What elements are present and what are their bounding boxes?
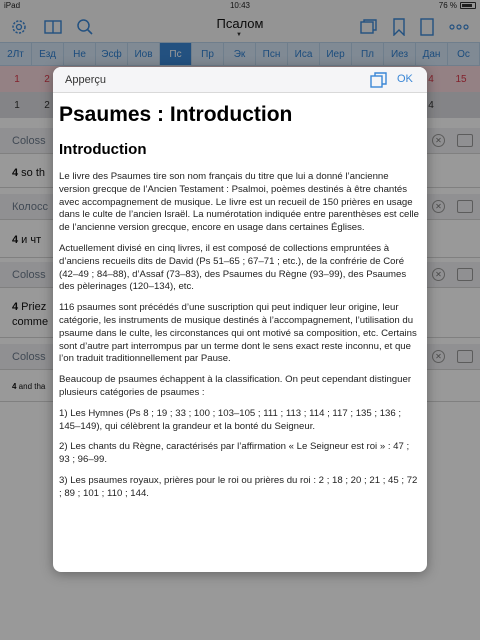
verse-cell[interactable]: 1: [14, 99, 20, 111]
clock: 10:43: [229, 1, 251, 10]
article-subheading: Introduction: [59, 141, 147, 158]
verse-cell[interactable]: 2: [44, 99, 50, 111]
article-heading: Psaumes : Introduction: [59, 103, 293, 126]
version-label: Coloss: [12, 269, 46, 281]
tab-book[interactable]: Пр: [192, 43, 224, 65]
modal-header: [53, 67, 427, 93]
version-label: Coloss: [12, 351, 46, 363]
verse-text: 4 so th: [12, 167, 46, 179]
tab-book[interactable]: 2Лт: [0, 43, 32, 65]
verse-text-continued: comme: [12, 316, 49, 328]
ok-button[interactable]: OK: [397, 73, 413, 85]
paragraph: 2) Les chants du Règne, caractérisés par l’affirmation « Le Seigneur est roi » : 47 ; 93 ; 96–99.: [59, 441, 410, 466]
tab-book[interactable]: Не: [64, 43, 96, 65]
copy-icon[interactable]: [370, 72, 388, 88]
verse-text: 4 и чт: [12, 234, 42, 246]
verse-text: 4 Priez: [12, 301, 47, 313]
paragraph: Le livre des Psaumes tire son nom français du titre que lui a donné l’ancienne version grecque de l’Ancien Testament : Psalmoi, poèmes destinés à être chantés avec accompagnement de musique. Le livre est un recueil de 150 prières en usage dans le culte de l’ancien Israël. La numérotation indiquée entre parenthèses est celle de l’ancienne version grecque, encore en usage dans certaines Églises.: [59, 171, 419, 234]
tab-book[interactable]: Иер: [320, 43, 352, 65]
verse-text: 4 and tha: [12, 382, 46, 391]
paragraph: 1) Les Hymnes (Ps 8 ; 19 ; 33 ; 100 ; 103–105 ; 111 ; 113 ; 114 ; 117 ; 135 ; 136 ; 145–149), qui célèbrent la grandeur et la bonté du Seigneur.: [59, 407, 402, 432]
paragraph: Actuellement divisé en cinq livres, il est composé de collections empruntées à d’anciens recueils dits de David (Ps 51–65 ; 67–71 ; etc.), de la confrérie de Coré (42–49 ; 84–88), d’Assaf (73–83), des Psaumes du Règne (93–99), des Psaumes des pèlerinages (120–134), etc.: [59, 242, 407, 293]
tab-book[interactable]: Пс: [160, 43, 192, 65]
device-label: iPad: [4, 1, 21, 10]
chapter-cell[interactable]: 2: [44, 73, 50, 85]
close-icon[interactable]: ✕: [432, 200, 445, 213]
modal-title: Apperçu: [65, 74, 106, 86]
tab-book[interactable]: Псн: [256, 43, 288, 65]
version-label: Coloss: [12, 135, 46, 147]
version-label: Колосс: [12, 201, 48, 213]
tab-book[interactable]: Иса: [288, 43, 320, 65]
tab-book[interactable]: Иов: [128, 43, 160, 65]
preview-modal: [53, 67, 427, 572]
chapter-cell[interactable]: 15: [455, 73, 467, 85]
close-icon[interactable]: ✕: [432, 350, 445, 363]
tab-book[interactable]: Ос: [448, 43, 480, 65]
paragraph: Beaucoup de psaumes échappent à la classification. On peut cependant distinguer plusieurs catégories de psaumes :: [59, 374, 412, 398]
tab-book[interactable]: Иез: [384, 43, 416, 65]
chapter-cell[interactable]: 1: [14, 73, 20, 85]
tab-book[interactable]: Эсф: [96, 43, 128, 65]
tab-book[interactable]: Езд: [32, 43, 64, 65]
verse-cell[interactable]: 4: [428, 99, 434, 111]
close-icon[interactable]: ✕: [432, 268, 445, 281]
tab-book[interactable]: Дан: [416, 43, 448, 65]
paragraph: 116 psaumes sont précédés d’une suscription qui peut indiquer leur origine, leur catégorie, les instruments de musique destinés à l’accompagnement, l’utilisation du psaume dans le culte, les circonstances qui ont motivé sa composition, etc. Certains sont d’autre part interrompus par un terme dont le sens exact reste inconnu, et que l’on traduit traditionnellement par Pause.: [59, 302, 417, 365]
chapter-cell[interactable]: 4: [428, 73, 434, 85]
paragraph: 3) Les psaumes royaux, prières pour le roi ou prières du roi : 2 ; 18 ; 20 ; 21 ; 45 ; 72 ; 89 ; 101 ; 110 ; 144.: [59, 474, 418, 499]
close-icon[interactable]: ✕: [432, 134, 445, 147]
battery-percent: 76 %: [438, 1, 457, 10]
modal-content[interactable]: [53, 93, 427, 572]
chevron-down-icon[interactable]: ▼: [236, 32, 242, 38]
tab-book[interactable]: Пл: [352, 43, 384, 65]
tab-book[interactable]: Эк: [224, 43, 256, 65]
book-title[interactable]: Псалом: [216, 16, 264, 31]
